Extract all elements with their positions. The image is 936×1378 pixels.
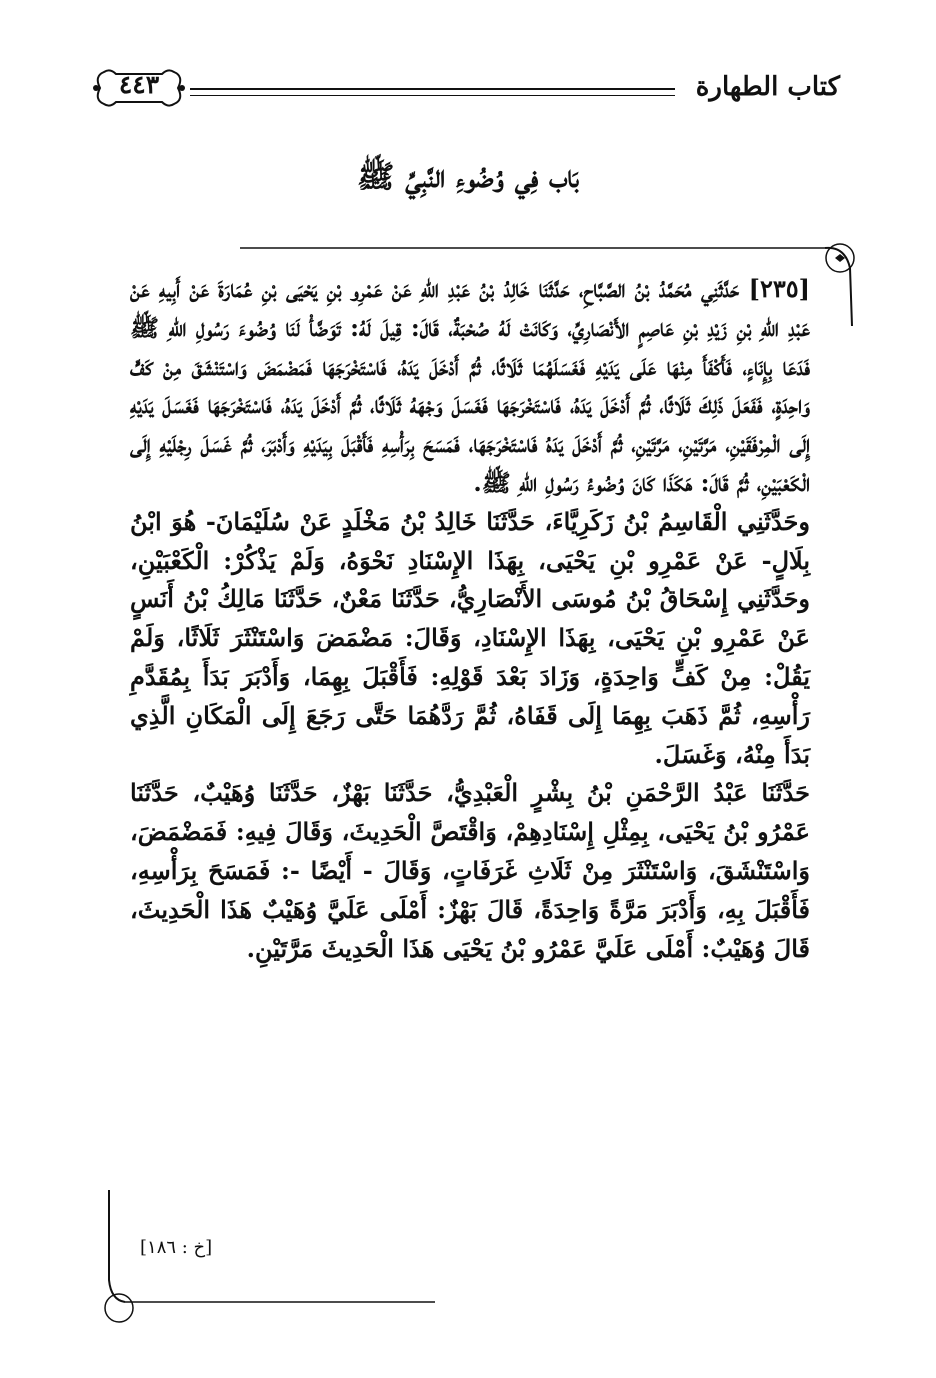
header-rule [190, 88, 675, 96]
page-header [90, 60, 840, 120]
paragraph-3: حَدَّثَنَا عَبْدُ الرَّحْمَنِ بْنُ بِشْرٍ الْعَبْدِيُّ، حَدَّثَنَا بَهْزٌ، حَدَّثَنَا وُهَيْبٌ، حَدَّثَنَا عَمْرُو بْنُ يَحْيَى، بِمِثْلِ إِسْنَادِهِمْ، وَاقْتَصَّ الْحَدِيثَ، وَقَالَ فِيهِ: فَمَضْمَضَ، وَاسْتَنْشَقَ، وَاسْتَنْثَرَ مِنْ ثَلَاثِ غَرَفَاتٍ، وَقَالَ - أَيْضًا -: فَمَسَحَ بِرَأْسِهِ، فَأَقْبَلَ بِهِ، وَأَدْبَرَ مَرَّةً وَاحِدَةً، قَالَ بَهْزٌ: أَمْلَى عَلَيَّ وُهَيْبٌ هَذَا الْحَدِيثَ، قَالَ وُهَيْبٌ: أَمْلَى عَلَيَّ عَمْرُو بْنُ يَحْيَى هَذَا الْحَدِيثَ مَرَّتَيْنِ. [130, 778, 810, 963]
chapter-title: بَاب فِي وُضُوءِ النَّبِيِّ ﷺ [356, 159, 580, 195]
page-number-ornament [90, 66, 188, 110]
corner-ornament-bottom-icon [95, 1190, 435, 1330]
reference-note: [خ : ١٨٦] [140, 1237, 213, 1258]
page-number: ٤٤٣ [118, 70, 160, 99]
hadith-text [130, 270, 810, 968]
paragraph-2: وحَدَّثَنِي الْقَاسِمُ بْنُ زَكَرِيَّاءَ، حَدَّثَنَا خَالِدُ بْنُ مَخْلَدٍ عَنْ سُلَيْمَانَ- هُوَ ابْنُ بِلَالٍ- عَنْ عَمْرِو بْنِ يَحْيَى، بِهَذَا الإِسْنَادِ نَحْوَهُ، وَلَمْ يَذْكُرْ: الْكَعْبَيْنِ، وحَدَّثَنِي إِسْحَاقُ بْنُ مُوسَى الأَنْصَارِيُّ، حَدَّثَنَا مَعْنٌ، حَدَّثَنَا مَالِكُ بْنُ أَنَسٍ عَنْ عَمْرِو بْنِ يَحْيَى، بِهَذَا الإِسْنَادِ، وَقَالَ: مَضْمَضَ وَاسْتَنْثَرَ ثَلَاثًا، وَلَمْ يَقُلْ: مِنْ كَفٍّ وَاحِدَةٍ، وَزَادَ بَعْدَ قَوْلِهِ: فَأَقْبَلَ بِهِمَا، وَأَدْبَرَ بَدَأَ بِمُقَدَّمِ رَأْسِهِ، ثُمَّ ذَهَبَ بِهِمَا إِلَى قَفَاهُ، ثُمَّ رَدَّهُمَا حَتَّى رَجَعَ إِلَى الْمَكَانِ الَّذِي بَدَأَ مِنْهُ، وَغَسَلَ. [130, 506, 810, 769]
book-title: كتاب الطهارة [695, 72, 840, 102]
paragraph-1: [٢٣٥] حَدَّثَنِي مُحَمَّدُ بْنُ الصَّبَّاحِ، حَدَّثَنَا خَالِدُ بْنُ عَبْدِ اللهِ عَنْ عَمْرِو بْنِ يَحْيَى بْنِ عُمَارَةَ عَنْ أَبِيهِ عَنْ عَبْدِ اللهِ بْنِ زَيْدِ بْنِ عَاصِمٍ الأَنْصَارِيِّ، وَكَانَتْ لَهُ صُحْبَةٌ، قَالَ: قِيلَ لَهُ: تَوَضَّأْ لَنَا وُضُوءَ رَسُولِ اللهِ ﷺ فَدَعَا بِإِنَاءٍ، فَأَكْفَأَ مِنْهَا عَلَى يَدَيْهِ فَغَسَلَهُمَا ثَلَاثًا، ثُمَّ أَدْخَلَ يَدَهُ، فَاسْتَخْرَجَهَا فَمَضْمَضَ وَاسْتَنْشَقَ مِنْ كَفٍّ وَاحِدَةٍ، فَفَعَلَ ذَلِكَ ثَلَاثًا، ثُمَّ أَدْخَلَ يَدَهُ، فَاسْتَخْرَجَهَا فَغَسَلَ وَجْهَهُ ثَلَاثًا، ثُمَّ أَدْخَلَ يَدَهُ، فَاسْتَخْرَجَهَا فَغَسَلَ يَدَيْهِ إِلَى الْمِرْفَقَيْنِ، مَرَّتَيْنِ، مَرَّتَيْنِ، ثُمَّ أَدْخَلَ يَدَهُ فَاسْتَخْرَجَهَا، فَمَسَحَ بِرَأْسِهِ فَأَقْبَلَ بِيَدَيْهِ وَأَدْبَرَ، ثُمَّ غَسَلَ رِجْلَيْهِ إِلَى الْكَعْبَيْنِ، ثُمَّ قَالَ: هَكَذَا كَانَ وُضُوءُ رَسُولِ اللهِ ﷺ. [130, 274, 811, 497]
